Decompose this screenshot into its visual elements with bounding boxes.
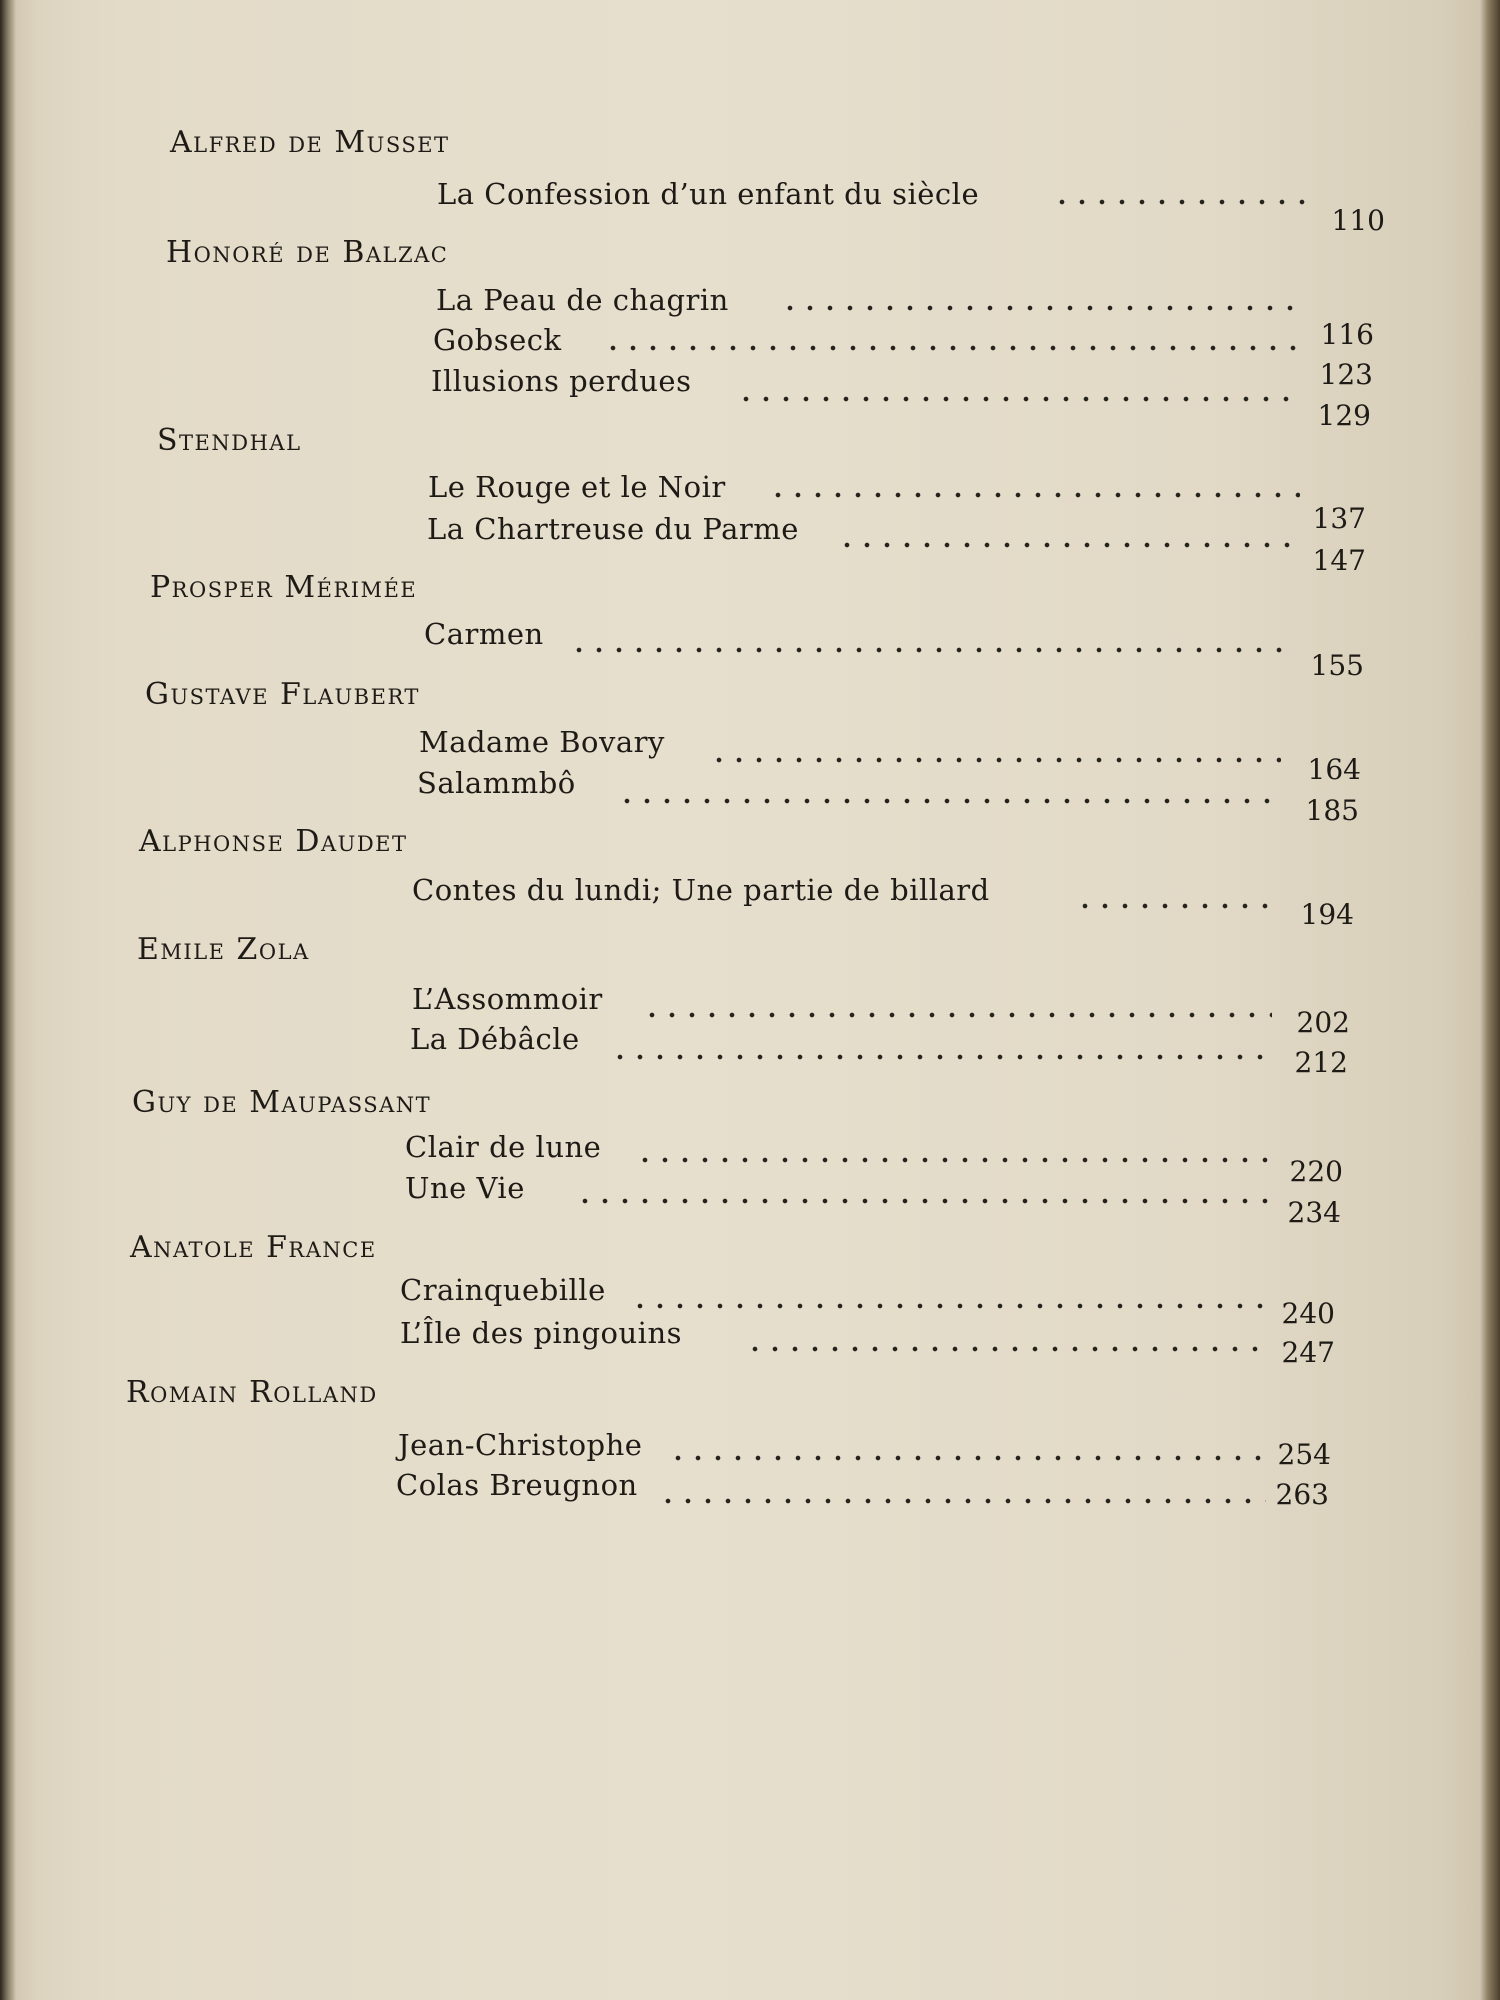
- work-title: L’Île des pingouins: [400, 1316, 683, 1350]
- page-number: 185: [1305, 794, 1359, 827]
- page-number: 194: [1300, 898, 1354, 931]
- work-title: Une Vie: [405, 1171, 525, 1205]
- dot-leader: [630, 1281, 1270, 1311]
- dot-leader: [569, 625, 1287, 655]
- toc-entry: [398, 1428, 1331, 1471]
- toc-entry: [427, 512, 1366, 577]
- dot-leader: [736, 374, 1302, 404]
- dot-leader: [780, 283, 1304, 313]
- page-number: 164: [1307, 753, 1361, 786]
- dot-leader: [617, 776, 1279, 806]
- dot-leader: [768, 470, 1300, 500]
- dot-leader: [745, 1324, 1271, 1354]
- work-title: Madame Bovary: [419, 725, 665, 759]
- toc-entry: [400, 1273, 1335, 1330]
- dot-leader: [610, 1032, 1270, 1062]
- work-title: Gobseck: [433, 323, 562, 357]
- author-heading: Emile Zola: [137, 932, 310, 967]
- toc-entry: [431, 364, 1371, 432]
- dot-leader: [1052, 177, 1315, 207]
- author-heading: Prosper Mérimée: [150, 570, 418, 605]
- page-number: 155: [1310, 649, 1364, 682]
- author-heading: Gustave Flaubert: [145, 677, 420, 712]
- work-title: La Chartreuse du Parme: [427, 512, 799, 546]
- page-number: 123: [1319, 358, 1373, 391]
- dot-leader: [1075, 881, 1275, 911]
- page-number: 247: [1281, 1336, 1335, 1369]
- page-number: 129: [1317, 399, 1371, 432]
- work-title: Carmen: [424, 617, 544, 651]
- dot-leader: [642, 990, 1272, 1020]
- work-title: La Peau de chagrin: [436, 283, 729, 317]
- toc-entry: [412, 873, 1354, 931]
- page-number: 147: [1312, 544, 1366, 577]
- work-title: Le Rouge et le Noir: [428, 470, 726, 504]
- toc-entry: [417, 766, 1359, 827]
- dot-leader: [603, 323, 1303, 353]
- page-number: 116: [1320, 318, 1374, 351]
- toc-entry: [396, 1468, 1329, 1511]
- page-number: 110: [1331, 204, 1385, 237]
- author-heading: Romain Rolland: [126, 1375, 378, 1410]
- dot-leader: [658, 1476, 1266, 1506]
- page-number: 137: [1312, 502, 1366, 535]
- work-title: Clair de lune: [405, 1130, 602, 1164]
- toc-entry: [410, 1022, 1348, 1079]
- work-title: Contes du lundi; Une partie de billard: [412, 873, 990, 907]
- dot-leader: [709, 735, 1281, 765]
- work-title: Crainquebille: [400, 1273, 606, 1307]
- work-title: L’Assommoir: [412, 982, 603, 1016]
- toc-entry: [400, 1316, 1335, 1369]
- page-number: 234: [1287, 1196, 1341, 1229]
- author-heading: Alfred de Musset: [170, 125, 450, 160]
- work-title: Salammbô: [417, 766, 576, 800]
- author-heading: Guy de Maupassant: [132, 1085, 432, 1120]
- page-number: 220: [1289, 1155, 1343, 1188]
- work-title: La Confession d’un enfant du siècle: [437, 177, 980, 211]
- work-title: Jean-Christophe: [398, 1428, 643, 1462]
- author-heading: Alphonse Daudet: [139, 824, 408, 859]
- page-number: 263: [1275, 1478, 1329, 1511]
- page-number: 202: [1296, 1006, 1350, 1039]
- author-heading: Anatole France: [130, 1230, 377, 1265]
- work-title: Illusions perdues: [431, 364, 692, 398]
- toc-entry: [405, 1171, 1341, 1229]
- page-number: 254: [1277, 1438, 1331, 1471]
- dot-leader: [575, 1176, 1271, 1206]
- author-heading: Stendhal: [157, 423, 302, 458]
- work-title: La Débâcle: [410, 1022, 580, 1056]
- page-number: 212: [1294, 1046, 1348, 1079]
- author-heading: Honoré de Balzac: [166, 235, 449, 270]
- page-number: 240: [1281, 1297, 1335, 1330]
- toc-entry: [424, 617, 1364, 682]
- dot-leader: [635, 1135, 1271, 1165]
- toc-entry: [437, 177, 1385, 237]
- toc-entry: [412, 982, 1350, 1039]
- dot-leader: [837, 520, 1299, 550]
- dot-leader: [668, 1433, 1268, 1463]
- work-title: Colas Breugnon: [396, 1468, 638, 1502]
